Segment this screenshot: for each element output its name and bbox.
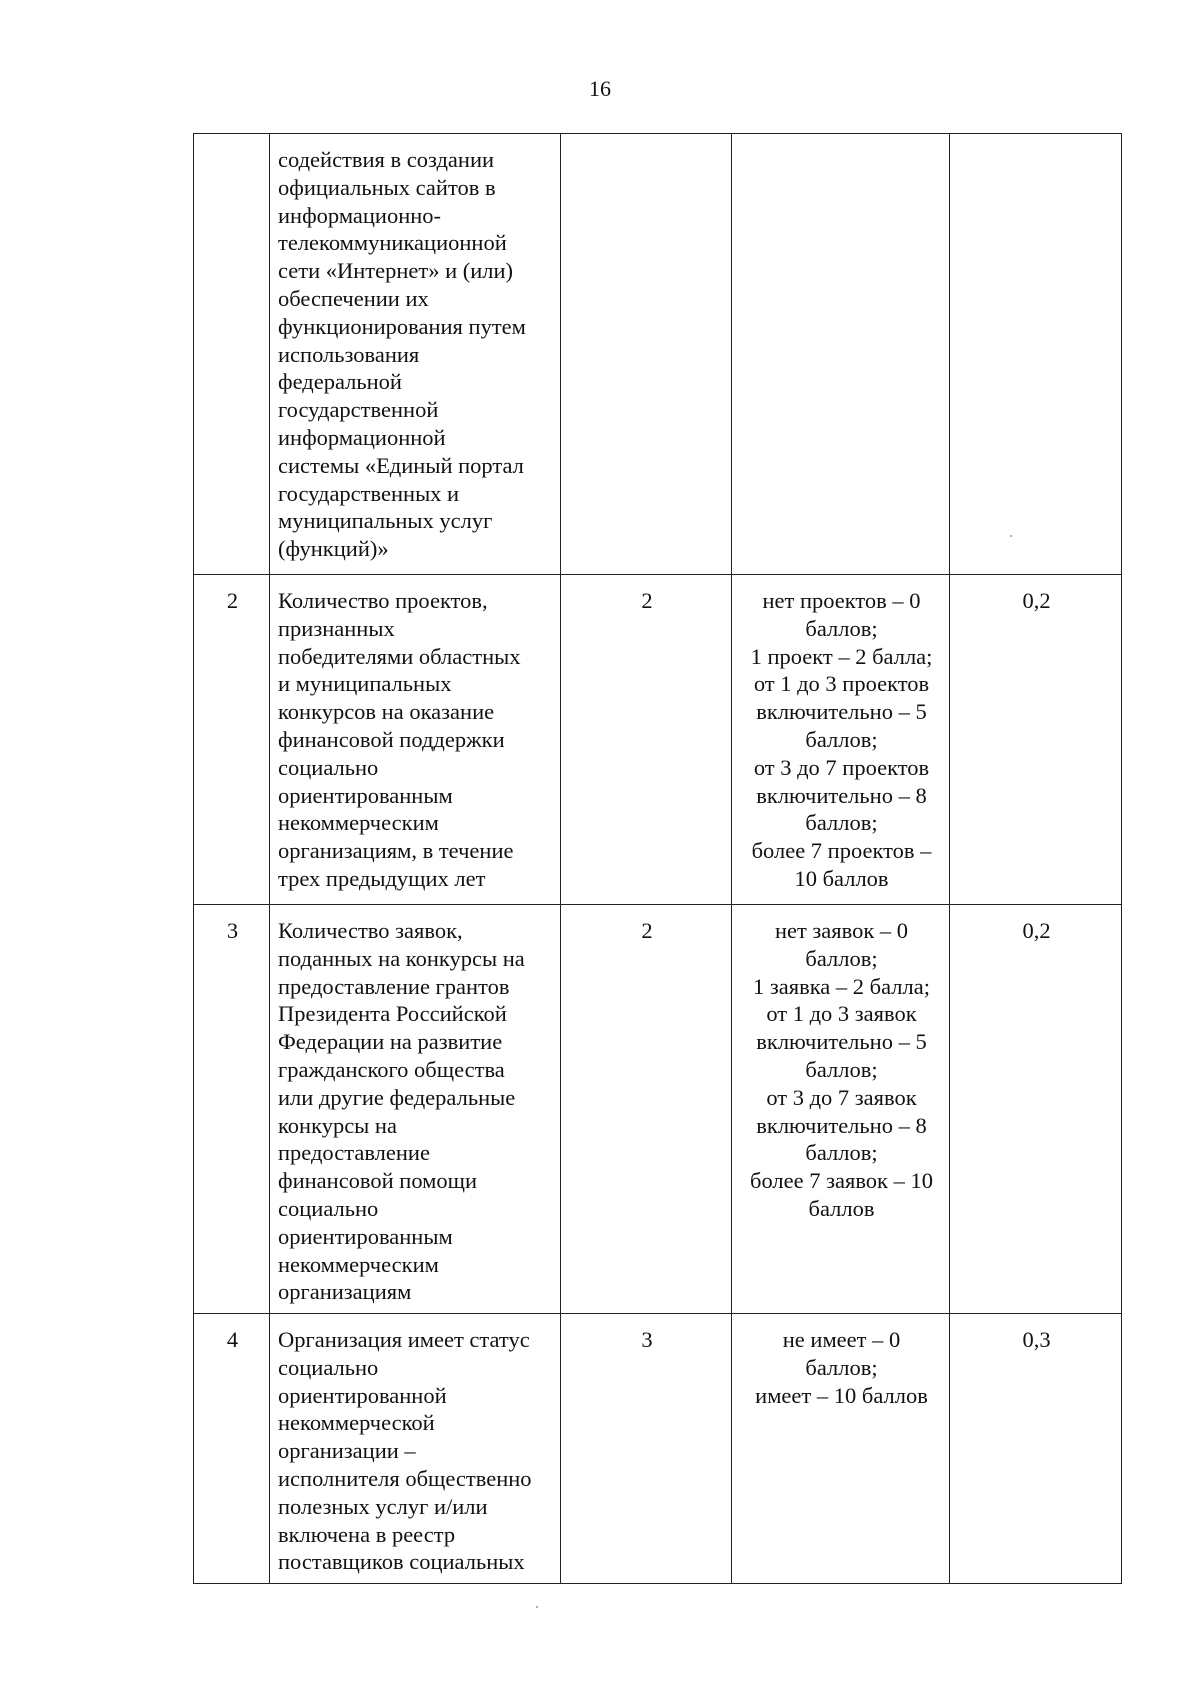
scale-text: нет заявок – 0 баллов; 1 заявка – 2 балла; от 1 до 3 заявок включительно – 5 баллов; от 3 до 7 заявок включительно – 8 баллов; более 7 заявок – 10 баллов (750, 918, 933, 1221)
criterion-cell (270, 905, 561, 1314)
max-points-cell (561, 905, 732, 1314)
weight-value: 0,3 (1022, 1327, 1051, 1352)
scale-text (732, 134, 949, 150)
max-points-cell (561, 1314, 732, 1584)
row-number-cell (194, 134, 270, 575)
criterion-text: Количество проектов, признанных победителями областных и муниципальных конкурсов на оказание финансовой поддержки социально ориентированным некоммерческим организациям, в течение трех предыдущих лет (278, 588, 521, 891)
scale-cell (732, 134, 950, 575)
weight-value (950, 134, 1121, 150)
weight-cell (950, 134, 1122, 575)
criteria-table (193, 133, 1122, 1584)
row-number (194, 134, 269, 150)
scan-speck (1010, 535, 1012, 537)
scale-text: не имеет – 0 баллов; имеет – 10 баллов (755, 1327, 928, 1408)
row-number-cell (194, 1314, 270, 1584)
max-points-cell (561, 575, 732, 905)
weight-cell (950, 905, 1122, 1314)
scan-speck (536, 1606, 538, 1608)
table-row (194, 905, 1122, 1314)
page-number: 16 (589, 76, 611, 101)
max-points: 2 (641, 588, 653, 613)
criterion-text: Количество заявок, поданных на конкурсы на предоставление грантов Президента Российской Федерации на развитие гражданского общества или другие федеральные конкурсы на предоставление финансовой помощи социально ориентированным некоммерческим организациям (278, 918, 525, 1305)
row-number-cell (194, 905, 270, 1314)
scale-cell (732, 1314, 950, 1584)
scale-cell (732, 575, 950, 905)
criterion-text: Организация имеет статус социально ориентированной некоммерческой организации – исполнителя общественно полезных услуг и/или включена в реестр поставщиков социальных (278, 1327, 532, 1575)
criterion-cell (270, 134, 561, 575)
table-row (194, 575, 1122, 905)
row-number: 4 (226, 1327, 239, 1352)
table-row (194, 134, 1122, 575)
row-number-cell (194, 575, 270, 905)
scale-text: нет проектов – 0 баллов; 1 проект – 2 балла; от 1 до 3 проектов включительно – 5 баллов; от 3 до 7 проектов включительно – 8 баллов; более 7 проектов – 10 баллов (750, 588, 933, 891)
max-points: 2 (641, 918, 653, 943)
max-points: 3 (641, 1327, 653, 1352)
weight-cell (950, 575, 1122, 905)
max-points (561, 134, 731, 150)
criterion-cell (270, 1314, 561, 1584)
weight-value: 0,2 (1022, 918, 1051, 943)
table-row (194, 1314, 1122, 1584)
criterion-text: содействия в создании официальных сайтов в информационно- телекоммуникационной сети «Интернет» и (или) обеспечении их функционирования путем использования федеральной государственной информационной системы «Единый портал государственных и муниципальных услуг (функций)» (278, 147, 526, 562)
scale-cell (732, 905, 950, 1314)
weight-cell (950, 1314, 1122, 1584)
criterion-cell (270, 575, 561, 905)
max-points-cell (561, 134, 732, 575)
row-number: 3 (226, 918, 239, 943)
row-number: 2 (226, 588, 239, 613)
weight-value: 0,2 (1022, 588, 1051, 613)
